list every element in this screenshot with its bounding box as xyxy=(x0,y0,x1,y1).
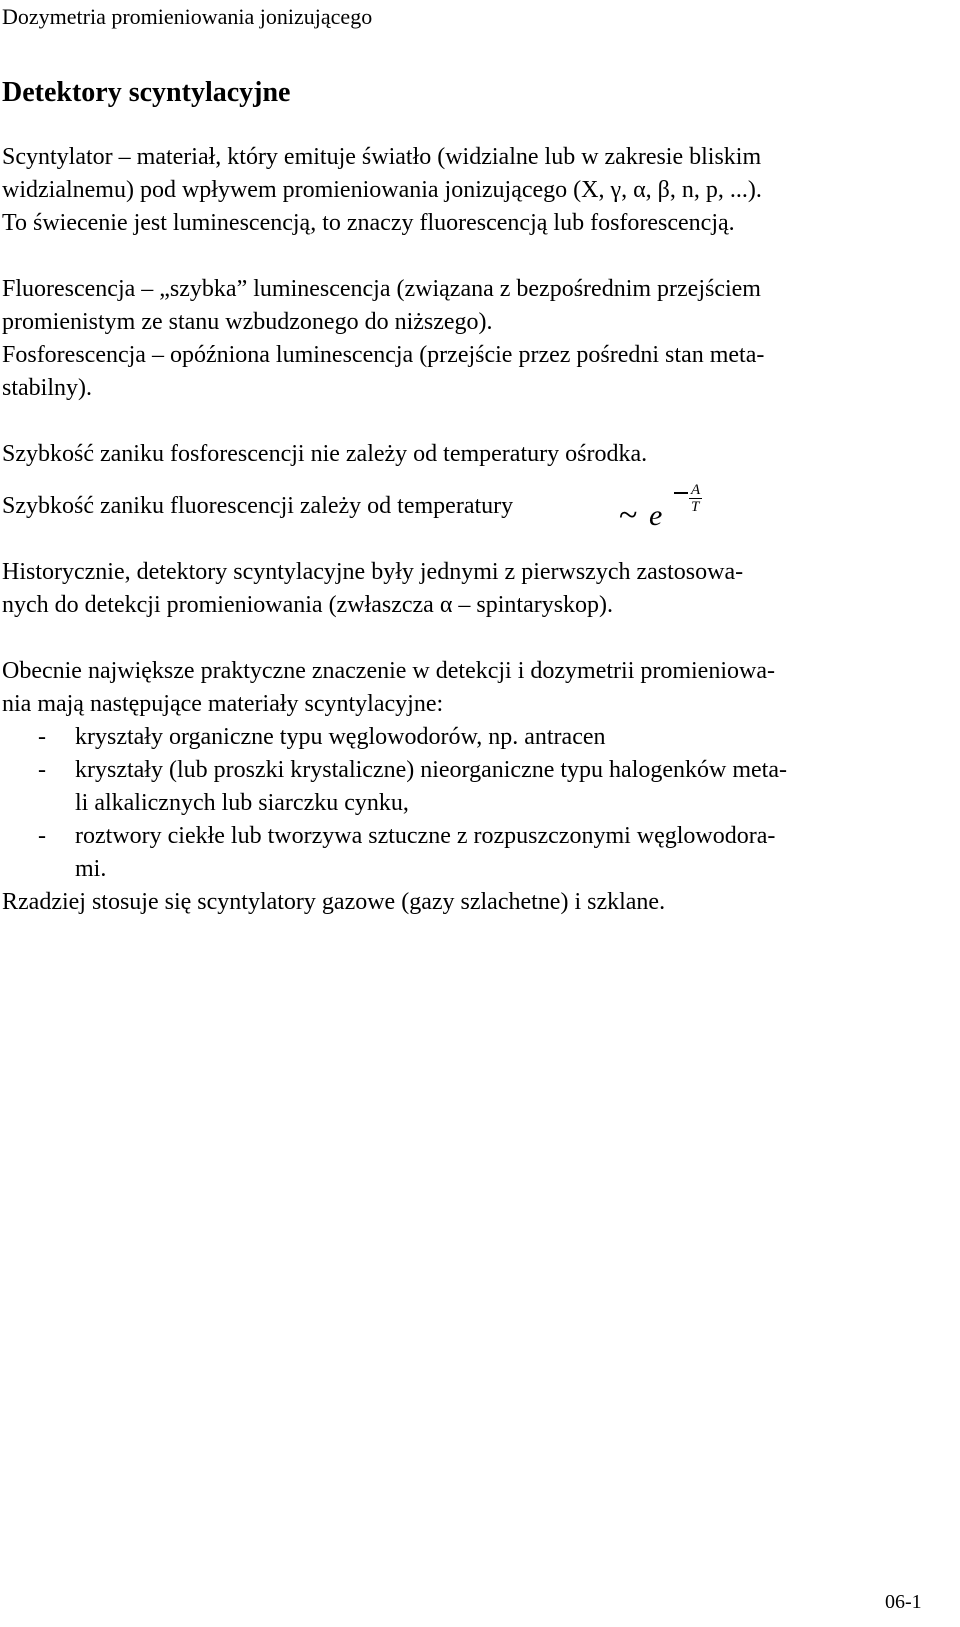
decay-formula xyxy=(619,482,729,548)
paragraph-line: Fluorescencja – „szybka” luminescencja (związana z bezpośrednim przejściem xyxy=(2,276,761,302)
list-bullet: - xyxy=(38,823,46,849)
list-item-text: kryształy organiczne typu węglowodorów, np. antracen xyxy=(75,724,606,750)
paragraph-line: widzialnemu) pod wpływem promieniowania jonizującego (X, γ, α, β, n, p, ...). xyxy=(2,177,762,203)
paragraph-line: To świecenie jest luminescencją, to znaczy fluorescencją lub fosforescencją. xyxy=(2,210,735,236)
paragraph-line: Historycznie, detektory scyntylacyjne były jednymi z pierwszych zastosowa- xyxy=(2,559,744,585)
document-header: Dozymetria promieniowania jonizującego xyxy=(2,4,373,29)
formula-denominator: T xyxy=(691,499,700,515)
list-item-text: li alkalicznych lub siarczku cynku, xyxy=(75,790,409,816)
paragraph-line: Obecnie największe praktyczne znaczenie w detekcji i dozymetrii promieniowa- xyxy=(2,658,775,684)
list-item-text: roztwory ciekłe lub tworzywa sztuczne z rozpuszczonymi węglowodora- xyxy=(75,823,776,849)
list-bullet: - xyxy=(38,757,46,783)
paragraph-line: nych do detekcji promieniowania (zwłaszcza α – spintaryskop). xyxy=(2,592,614,618)
paragraph-line: promienistym ze stanu wzbudzonego do niższego). xyxy=(2,309,493,335)
page-number: 06-1 xyxy=(885,1591,922,1613)
formula-minus-sign xyxy=(674,492,688,494)
list-item-text: kryształy (lub proszki krystaliczne) nieorganiczne typu halogenków meta- xyxy=(75,757,787,783)
paragraph-line: Fosforescencja – opóźniona luminescencja (przejście przez pośredni stan meta- xyxy=(2,342,765,368)
paragraph-line: Scyntylator – materiał, który emituje światło (widzialne lub w zakresie bliskim xyxy=(2,144,762,170)
list-bullet: - xyxy=(38,724,46,750)
sentence-fluorescence-rate: Szybkość zaniku fluorescencji zależy od temperatury xyxy=(2,493,514,519)
paragraph-line: nia mają następujące materiały scyntylacyjne: xyxy=(2,691,444,717)
formula-base: e xyxy=(649,499,663,532)
paragraph-line: stabilny). xyxy=(2,375,92,401)
section-title: Detektory scyntylacyjne xyxy=(2,77,291,108)
list-item-text: mi. xyxy=(75,856,107,882)
sentence-phosphorescence-rate: Szybkość zaniku fosforescencji nie zależy od temperatury ośrodka. xyxy=(2,441,648,467)
formula-numerator: A xyxy=(691,482,701,498)
formula-tilde: ~ xyxy=(619,497,638,534)
closing-sentence: Rzadziej stosuje się scyntylatory gazowe (gazy szlachetne) i szklane. xyxy=(2,889,666,915)
